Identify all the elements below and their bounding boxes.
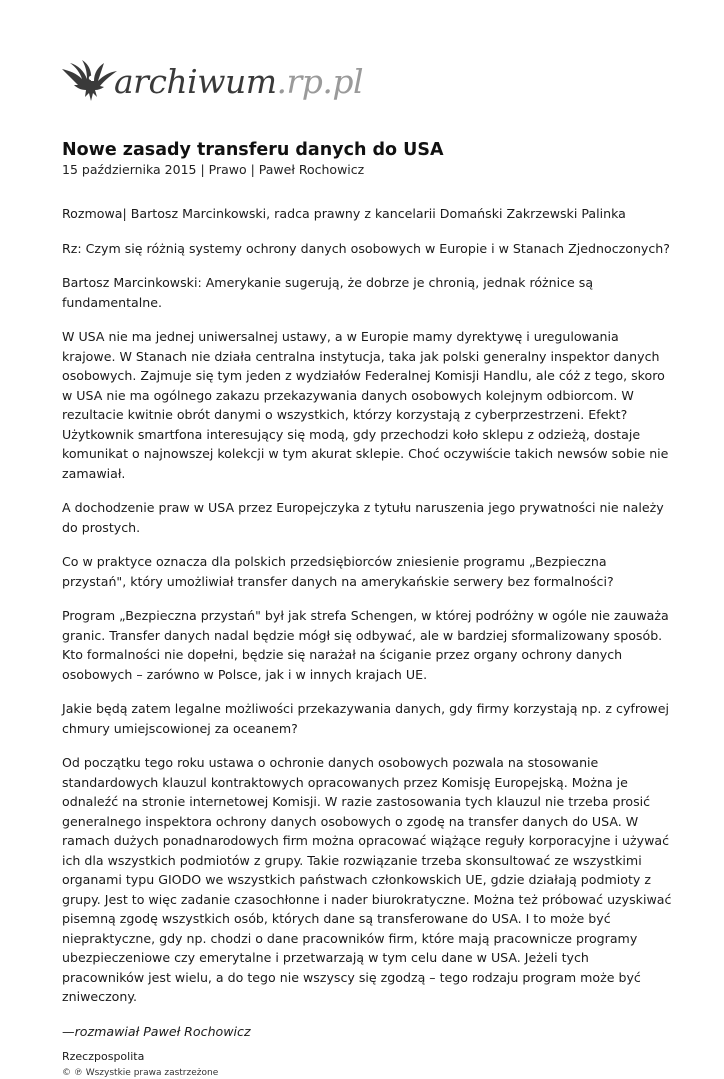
paragraph-answer: A dochodzenie praw w USA przez Europejczyka z tytułu naruszenia jego prywatności nie należy do prostych.: [62, 500, 664, 535]
article-meta: 15 października 2015 | Prawo | Paweł Rochowicz: [62, 162, 365, 177]
paragraph-answer: Bartosz Marcinkowski: Amerykanie sugerują, że dobrze je chronią, jednak różnice są fundamentalne.: [62, 275, 594, 310]
article-body: [62, 204, 672, 1007]
eagle-icon: [60, 59, 118, 103]
paragraph-answer: Od początku tego roku ustawa o ochronie danych osobowych pozwala na stosowanie standardowych klauzul kontraktowych opracowanych przez Komisję Europejską. Można je odnaleźć na stronie internetowej Komisji. W razie zastosowania tych klauzul nie trzeba prosić generalnego inspektora ochrony danych osobowych o zgodę na transfer danych do USA. W ramach dużych ponadnarodowych firm można opracować wiążące reguły korporacyjne i używać ich dla wszystkich podmiotów z grupy. Takie rozwiązanie trzeba skonsultować ze wszystkimi organami typu GIODO we wszystkich państwach członkowskich UE, gdzie działają podmioty z grupy. Jest to więc zadanie czasochłonne i nader biurokratyczne. Można też próbować uzyskiwać pisemną zgodę wszystkich osób, których dane są transferowane do USA. I to może być niepraktyczne, gdy np. chodzi o dane pracowników firm, które mają pracownicze programy ubezpieczeniowe czy emerytalne i przetwarzają w tym celu dane w USA. Jeżeli tych pracowników jest wielu, a do tego nie wszyscy się zgodzą – tego rodzaju program może być zniweczony.: [62, 755, 672, 1004]
logo-text-tld: .rp.pl: [276, 61, 364, 101]
archiwum-logo: [60, 56, 364, 106]
article-signature: —rozmawiał Paweł Rochowicz: [62, 1023, 251, 1039]
article-title: Nowe zasady transferu danych do USA: [62, 140, 444, 160]
paragraph-question: Co w praktyce oznacza dla polskich przedsiębiorców zniesienie programu „Bezpieczna przystań", który umożliwiał transfer danych na amerykańskie serwery bez formalności?: [62, 554, 614, 589]
article-source: Rzeczpospolita: [62, 1049, 145, 1063]
logo-text: [114, 61, 364, 101]
paragraph-question: Jakie będą zatem legalne możliwości przekazywania danych, gdy firmy korzystają np. z cyfrowej chmury umiejscowionej za oceanem?: [62, 701, 669, 736]
article: [62, 139, 672, 1079]
paragraph-answer: Program „Bezpieczna przystań" był jak strefa Schengen, w której podróżny w ogóle nie zauważa granic. Transfer danych nadal będzie mógł się odbywać, ale w bardziej sformalizowany sposób. Kto formalności nie dopełni, będzie się narażał na ściganie przez organy ochrony danych osobowych – zarówno w Polsce, jak i w innych krajach UE.: [62, 608, 669, 682]
logo-text-main: archiwum: [114, 61, 277, 101]
paragraph-question: Rz: Czym się różnią systemy ochrony danych osobowych w Europie i w Stanach Zjednoczonych?: [62, 240, 670, 256]
paragraph-answer: W USA nie ma jednej uniwersalnej ustawy, a w Europie mamy dyrektywę i uregulowania krajowe. W Stanach nie działa centralna instytucja, taka jak polski generalny inspektor danych osobowych. Zajmuje się tym jeden z wydziałów Federalnej Komisji Handlu, ale cóż z tego, skoro w USA nie ma ogólnego zakazu przekazywania danych osobowych kolejnym odbiorcom. W rezultacie kwitnie obrót danymi o wszystkich, którzy korzystają z cyberprzestrzeni. Efekt? Użytkownik smartfona interesujący się modą, gdy przechodzi koło sklepu z odzieżą, dostaje komunikat o najnowszej kolekcji w tym akurat sklepie. Choć oczywiście takich newsów sobie nie zamawiał.: [62, 329, 669, 481]
paragraph-intro: Rozmowa| Bartosz Marcinkowski, radca prawny z kancelarii Domański Zakrzewski Palinka: [62, 206, 626, 221]
copyright-notice: © ℗ Wszystkie prawa zastrzeżone: [62, 1067, 219, 1078]
